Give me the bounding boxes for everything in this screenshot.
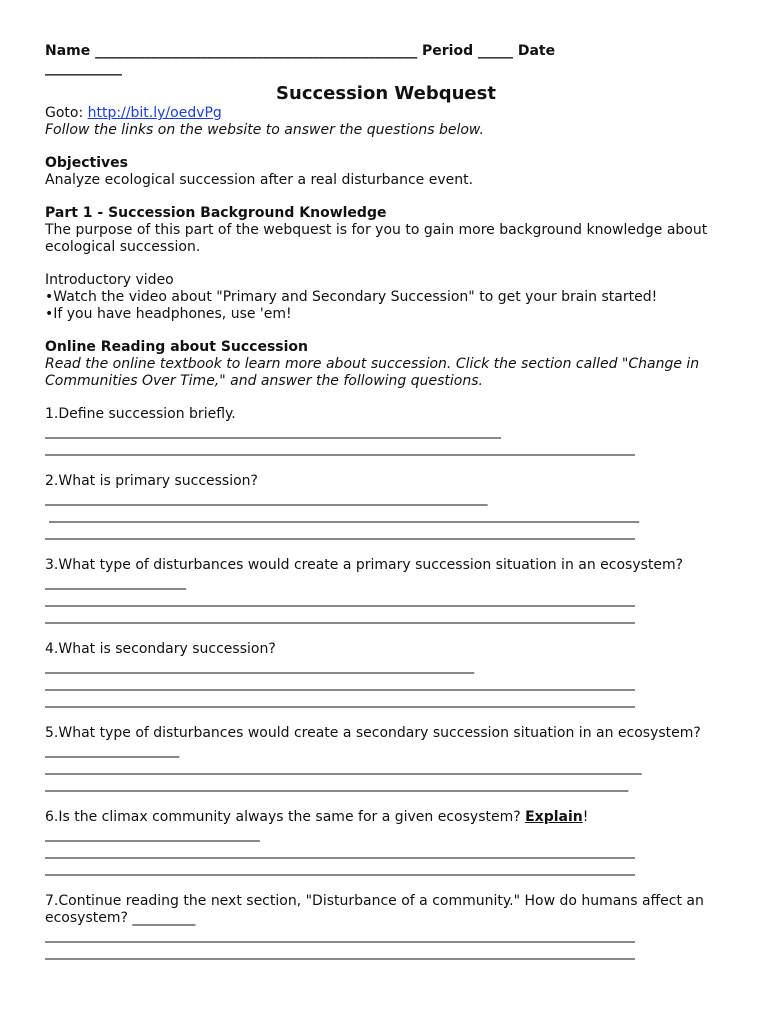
- answer-line[interactable]: __________________________________________________________________: [45, 490, 488, 506]
- answer-line[interactable]: ________________________________________________________________________________________: [45, 440, 635, 456]
- answer-line[interactable]: _____________________: [45, 574, 186, 590]
- question-1: 1.Define succession briefly.: [45, 406, 236, 422]
- answer-line[interactable]: ________________________________________________________________: [45, 658, 474, 674]
- reading-text: Read the online textbook to learn more about succession. Click the section called "Change in: [45, 356, 700, 372]
- answer-line[interactable]: ________________________________________________________________________________________: [45, 591, 635, 607]
- answer-line[interactable]: ________________________________________________________________________________________: [45, 944, 635, 960]
- answer-line[interactable]: ________________________________________________________________________________________: [45, 927, 635, 943]
- video-bullet-2: •If you have headphones, use 'em!: [45, 306, 292, 322]
- video-bullet-1: •Watch the video about "Primary and Secondary Succession" to get your brain started!: [45, 289, 658, 305]
- answer-line[interactable]: ________________________________________________________________________________________: [45, 524, 635, 540]
- objectives-text: Analyze ecological succession after a real disturbance event.: [45, 172, 474, 188]
- name-period-date-line: Name ______________________________________________ Period _____ Date: [45, 43, 556, 59]
- goto-link[interactable]: http://bit.ly/oedvPg: [87, 105, 222, 121]
- question-6: [45, 809, 727, 826]
- page-title: Succession Webquest: [276, 83, 496, 104]
- instructions: Follow the links on the website to answer the questions below.: [45, 122, 484, 138]
- question-7: 7.Continue reading the next section, "Disturbance of a community." How do humans affect an: [45, 893, 704, 909]
- answer-line[interactable]: ________________________________________________________________________________________: [45, 843, 635, 859]
- answer-line[interactable]: ________________________________________________________________________________________: [45, 507, 639, 523]
- answer-line[interactable]: ________________________________________________________________________________________: [45, 860, 635, 876]
- question-6-punct: !: [582, 809, 589, 825]
- answer-line[interactable]: ________________________________________________________________________________________: [45, 692, 635, 708]
- question-3: 3.What type of disturbances would create a primary succession situation in an ecosystem?: [45, 557, 684, 573]
- video-label: Introductory video: [45, 272, 174, 288]
- question-4: 4.What is secondary succession?: [45, 641, 276, 657]
- answer-line[interactable]: ________________________________: [45, 826, 260, 842]
- explain-emphasis: Explain: [525, 809, 583, 825]
- goto-label: Goto:: [45, 105, 88, 121]
- question-5: 5.What type of disturbances would create a secondary succession situation in an ecosystem?: [45, 725, 701, 741]
- date-blank: ___________: [45, 60, 122, 76]
- question-7-cont: ecosystem? _________: [45, 910, 196, 926]
- part1-heading: Part 1 - Succession Background Knowledge: [45, 205, 387, 221]
- part1-text-cont: ecological succession.: [45, 239, 201, 255]
- question-6-text: 6.Is the climax community always the same for a given ecosystem?: [45, 809, 526, 825]
- answer-line[interactable]: _______________________________________________________________________________________: [45, 776, 628, 792]
- answer-line[interactable]: ________________________________________________________________________________________: [45, 675, 635, 691]
- part1-text: The purpose of this part of the webquest is for you to gain more background knowledge about: [45, 222, 708, 238]
- worksheet-page: [45, 43, 727, 961]
- reading-heading: Online Reading about Succession: [45, 339, 309, 355]
- answer-line[interactable]: _________________________________________________________________________________________: [45, 759, 642, 775]
- answer-line[interactable]: ____________________: [45, 742, 180, 758]
- answer-line[interactable]: ________________________________________________________________________________________: [45, 608, 635, 624]
- reading-text-cont: Communities Over Time," and answer the following questions.: [45, 373, 483, 389]
- question-2: 2.What is primary succession?: [45, 473, 258, 489]
- goto-line: [45, 105, 727, 122]
- objectives-heading: Objectives: [45, 155, 128, 171]
- answer-line[interactable]: ____________________________________________________________________: [45, 423, 501, 439]
